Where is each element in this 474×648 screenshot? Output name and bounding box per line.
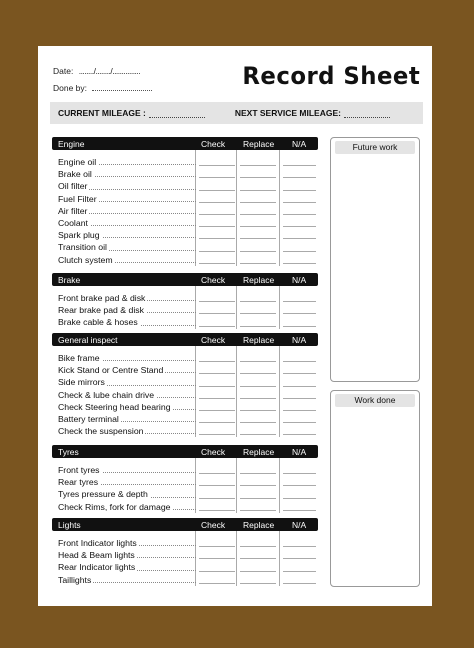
item-label: Rear brake pad & disk bbox=[58, 305, 144, 316]
check-column-header: Check bbox=[201, 519, 226, 530]
na-field[interactable] bbox=[283, 386, 316, 387]
item-label: Engine oil bbox=[58, 157, 97, 167]
na-field[interactable] bbox=[283, 583, 316, 584]
section-title: Engine bbox=[58, 138, 85, 149]
check-field[interactable] bbox=[199, 165, 235, 166]
item-label: Front brake pad & disk bbox=[58, 293, 146, 303]
section-general-inspect bbox=[52, 333, 318, 437]
check-field[interactable] bbox=[199, 510, 235, 511]
item-label: Side mirrors bbox=[58, 377, 105, 388]
date-line bbox=[53, 66, 140, 76]
check-field[interactable] bbox=[199, 558, 235, 559]
done-by-line bbox=[53, 82, 152, 93]
done-by-label: Done by: bbox=[53, 83, 88, 93]
checklist-row bbox=[52, 352, 318, 364]
mileage-bar bbox=[50, 102, 423, 124]
next-service-mileage-label: NEXT SERVICE MILEAGE: bbox=[234, 108, 341, 118]
current-mileage-field[interactable] bbox=[149, 109, 205, 118]
na-field[interactable] bbox=[283, 434, 316, 435]
na-field[interactable] bbox=[283, 571, 316, 572]
checklist-row bbox=[52, 476, 318, 488]
checklist-row bbox=[52, 488, 318, 500]
check-field[interactable] bbox=[199, 263, 235, 264]
replace-field[interactable] bbox=[240, 485, 276, 486]
item-label: Kick Stand or Centre Stand bbox=[58, 365, 164, 376]
current-mileage-label: CURRENT MILEAGE : bbox=[58, 108, 146, 118]
checklist-rows bbox=[52, 531, 318, 586]
na-field[interactable] bbox=[283, 410, 316, 411]
check-field[interactable] bbox=[199, 498, 235, 499]
replace-field[interactable] bbox=[240, 238, 276, 239]
replace-field[interactable] bbox=[240, 373, 276, 374]
checklist-row bbox=[52, 180, 318, 192]
na-field[interactable] bbox=[283, 165, 316, 166]
check-column-header: Check bbox=[201, 334, 226, 345]
checklist-rows bbox=[52, 286, 318, 329]
item-label: Battery terminal bbox=[58, 413, 119, 424]
replace-field[interactable] bbox=[240, 313, 276, 314]
replace-field[interactable] bbox=[240, 558, 276, 559]
na-field[interactable] bbox=[283, 485, 316, 486]
section-header bbox=[52, 333, 318, 346]
check-field[interactable] bbox=[199, 398, 235, 399]
check-column-header: Check bbox=[201, 138, 226, 149]
item-label: Air filter bbox=[58, 205, 88, 216]
na-field[interactable] bbox=[283, 473, 316, 474]
item-label: Head & Beam lights bbox=[58, 550, 135, 561]
replace-field[interactable] bbox=[240, 251, 276, 252]
checklist-row bbox=[52, 537, 318, 549]
checklist-row bbox=[52, 156, 318, 168]
na-field[interactable] bbox=[283, 301, 316, 302]
checklist-row bbox=[52, 193, 318, 205]
done-by-field[interactable] bbox=[92, 82, 152, 91]
section-lights bbox=[52, 518, 318, 586]
checklist-row bbox=[52, 217, 318, 229]
replace-field[interactable] bbox=[240, 571, 276, 572]
checklist-row bbox=[52, 413, 318, 425]
work-done-heading: Work done bbox=[335, 394, 415, 407]
replace-field[interactable] bbox=[240, 190, 276, 191]
check-field[interactable] bbox=[199, 361, 235, 362]
na-field[interactable] bbox=[283, 313, 316, 314]
item-label: Front tyres bbox=[58, 465, 100, 475]
item-label: Rear tyres bbox=[58, 477, 99, 488]
replace-column-header: Replace bbox=[243, 138, 275, 149]
section-header bbox=[52, 137, 318, 150]
item-label: Transition oil bbox=[58, 242, 107, 253]
replace-field[interactable] bbox=[240, 546, 276, 547]
na-field[interactable] bbox=[283, 202, 316, 203]
replace-field[interactable] bbox=[240, 326, 276, 327]
check-field[interactable] bbox=[199, 410, 235, 411]
checklist-row bbox=[52, 501, 318, 513]
item-label: Clutch system bbox=[58, 254, 113, 265]
checklist-row bbox=[52, 401, 318, 413]
replace-field[interactable] bbox=[240, 361, 276, 362]
check-field[interactable] bbox=[199, 571, 235, 572]
na-field[interactable] bbox=[283, 326, 316, 327]
check-field[interactable] bbox=[199, 238, 235, 239]
checklist-rows bbox=[52, 150, 318, 266]
checklist-rows bbox=[52, 346, 318, 437]
checklist-row bbox=[52, 168, 318, 180]
checklist-row bbox=[52, 229, 318, 241]
item-label: Coolant bbox=[58, 217, 88, 228]
replace-field[interactable] bbox=[240, 510, 276, 511]
section-title: General inspect bbox=[58, 334, 118, 345]
replace-field[interactable] bbox=[240, 473, 276, 474]
check-field[interactable] bbox=[199, 422, 235, 423]
section-header bbox=[52, 273, 318, 286]
item-label: Taillights bbox=[58, 574, 92, 585]
checklist-row bbox=[52, 364, 318, 376]
check-field[interactable] bbox=[199, 386, 235, 387]
replace-column-header: Replace bbox=[243, 446, 275, 457]
na-field[interactable] bbox=[283, 510, 316, 511]
date-field[interactable]: ......../......../............... bbox=[78, 66, 141, 76]
na-field[interactable] bbox=[283, 398, 316, 399]
na-field[interactable] bbox=[283, 251, 316, 252]
section-title: Lights bbox=[58, 519, 81, 530]
na-field[interactable] bbox=[283, 190, 316, 191]
na-field[interactable] bbox=[283, 226, 316, 227]
check-column-header: Check bbox=[201, 446, 226, 457]
replace-field[interactable] bbox=[240, 583, 276, 584]
na-field[interactable] bbox=[283, 214, 316, 215]
section-header bbox=[52, 445, 318, 458]
next-service-mileage-field[interactable] bbox=[344, 109, 390, 118]
checklist-row bbox=[52, 376, 318, 388]
item-label: Front Indicator lights bbox=[58, 538, 137, 548]
check-field[interactable] bbox=[199, 251, 235, 252]
future-work-heading: Future work bbox=[335, 141, 415, 154]
na-field[interactable] bbox=[283, 546, 316, 547]
na-column-header: N/A bbox=[292, 446, 307, 457]
replace-field[interactable] bbox=[240, 263, 276, 264]
checklist-row bbox=[52, 292, 318, 304]
na-field[interactable] bbox=[283, 373, 316, 374]
replace-column-header: Replace bbox=[243, 274, 275, 285]
check-field[interactable] bbox=[199, 546, 235, 547]
item-label: Check the suspension bbox=[58, 426, 144, 437]
check-field[interactable] bbox=[199, 177, 235, 178]
na-column-header: N/A bbox=[292, 519, 307, 530]
check-field[interactable] bbox=[199, 373, 235, 374]
na-field[interactable] bbox=[283, 238, 316, 239]
section-tyres bbox=[52, 445, 318, 513]
check-column-header: Check bbox=[201, 274, 226, 285]
replace-column-header: Replace bbox=[243, 334, 275, 345]
section-title: Brake bbox=[58, 274, 81, 285]
check-field[interactable] bbox=[199, 313, 235, 314]
work-done-box[interactable] bbox=[330, 390, 420, 587]
check-field[interactable] bbox=[199, 190, 235, 191]
checklist-row bbox=[52, 254, 318, 266]
replace-field[interactable] bbox=[240, 165, 276, 166]
item-label: Check & lube chain drive bbox=[58, 389, 155, 400]
section-brake bbox=[52, 273, 318, 329]
na-field[interactable] bbox=[283, 263, 316, 264]
page-title: Record Sheet bbox=[242, 62, 420, 90]
item-label: Fuel Filter bbox=[58, 193, 97, 204]
replace-column-header: Replace bbox=[243, 519, 275, 530]
check-field[interactable] bbox=[199, 326, 235, 327]
checklist-row bbox=[52, 389, 318, 401]
item-label: Check Steering head bearing bbox=[58, 401, 171, 412]
replace-field[interactable] bbox=[240, 301, 276, 302]
check-field[interactable] bbox=[199, 226, 235, 227]
record-sheet-page bbox=[38, 46, 432, 606]
check-field[interactable] bbox=[199, 301, 235, 302]
item-label: Tyres pressure & depth bbox=[58, 489, 148, 500]
na-field[interactable] bbox=[283, 498, 316, 499]
checklist-row bbox=[52, 304, 318, 316]
replace-field[interactable] bbox=[240, 386, 276, 387]
checklist-rows bbox=[52, 458, 318, 513]
check-field[interactable] bbox=[199, 583, 235, 584]
replace-field[interactable] bbox=[240, 434, 276, 435]
checklist-row bbox=[52, 574, 318, 586]
item-label: Spark plug bbox=[58, 230, 100, 241]
item-label: Check Rims, fork for damage bbox=[58, 501, 171, 512]
item-label: Brake oil bbox=[58, 169, 92, 180]
check-field[interactable] bbox=[199, 202, 235, 203]
na-field[interactable] bbox=[283, 361, 316, 362]
na-field[interactable] bbox=[283, 558, 316, 559]
replace-field[interactable] bbox=[240, 410, 276, 411]
checklist-row bbox=[52, 205, 318, 217]
na-column-header: N/A bbox=[292, 334, 307, 345]
check-field[interactable] bbox=[199, 473, 235, 474]
checklist-row bbox=[52, 241, 318, 253]
checklist-row bbox=[52, 425, 318, 437]
item-label: Rear Indicator lights bbox=[58, 562, 136, 573]
na-field[interactable] bbox=[283, 177, 316, 178]
item-label: Bike frame bbox=[58, 353, 100, 363]
na-column-header: N/A bbox=[292, 138, 307, 149]
date-label: Date: bbox=[53, 66, 74, 76]
replace-field[interactable] bbox=[240, 398, 276, 399]
replace-field[interactable] bbox=[240, 498, 276, 499]
checklist-row bbox=[52, 561, 318, 573]
replace-field[interactable] bbox=[240, 214, 276, 215]
check-field[interactable] bbox=[199, 434, 235, 435]
checklist-row bbox=[52, 316, 318, 328]
check-field[interactable] bbox=[199, 214, 235, 215]
check-field[interactable] bbox=[199, 485, 235, 486]
section-header bbox=[52, 518, 318, 531]
replace-field[interactable] bbox=[240, 202, 276, 203]
section-engine bbox=[52, 137, 318, 266]
replace-field[interactable] bbox=[240, 177, 276, 178]
na-column-header: N/A bbox=[292, 274, 307, 285]
checklist-row bbox=[52, 549, 318, 561]
replace-field[interactable] bbox=[240, 422, 276, 423]
future-work-box[interactable] bbox=[330, 137, 420, 382]
item-label: Brake cable & hoses bbox=[58, 317, 138, 328]
section-title: Tyres bbox=[58, 446, 79, 457]
na-field[interactable] bbox=[283, 422, 316, 423]
replace-field[interactable] bbox=[240, 226, 276, 227]
item-label: Oil filter bbox=[58, 181, 88, 192]
checklist-row bbox=[52, 464, 318, 476]
